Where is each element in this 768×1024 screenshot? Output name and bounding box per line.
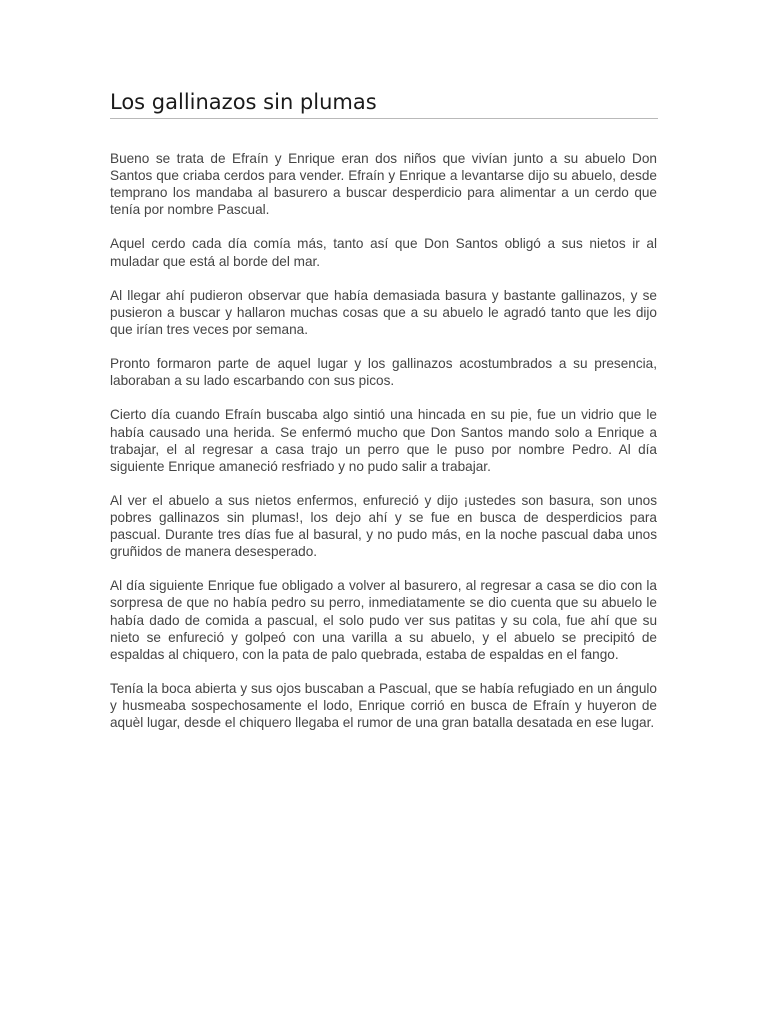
paragraph: Al ver el abuelo a sus nietos enfermos, enfureció y dijo ¡ustedes son basura, son unos pobres gallinazos sin plumas!, los dejo ahí y se fue en busca de desperdicios para pascual. Durante tres días fue al basural, y no pudo más, en la noche pascual daba unos gruñidos de manera desesperado. — [110, 492, 657, 560]
paragraph: Tenía la boca abierta y sus ojos buscaban a Pascual, que se había refugiado en un ángulo y husmeaba sospechosamente el lodo, Enrique corrió en busca de Efraín y huyeron de aquèl lugar, desde el chiquero llegaba el rumor de una gran batalla desatada en ese lugar. — [110, 680, 657, 731]
document-body — [110, 150, 657, 748]
paragraph: Pronto formaron parte de aquel lugar y los gallinazos acostumbrados a su presencia, laboraban a su lado escarbando con sus picos. — [110, 356, 657, 389]
paragraph: Al día siguiente Enrique fue obligado a volver al basurero, al regresar a casa se dio con la sorpresa de que no había pedro su perro, inmediatamente se dio cuenta que su abuelo le había dado de comida a pascual, el solo pudo ver sus patitas y su cola, fue ahí que su nieto se enfureció y golpeó con una varilla a su abuelo, y el abuelo se precipitó de espaldas al chiquero, con la pata de palo quebrada, estaba de espaldas en el fango. — [110, 578, 657, 662]
paragraph: Cierto día cuando Efraín buscaba algo sintió una hincada en su pie, fue un vidrio que le había causado una herida. Se enfermó mucho que Don Santos mando solo a Enrique a trabajar, el al regresar a casa trajo un perro que le puso por nombre Pedro. Al día siguiente Enrique amaneció resfriado y no pudo salir a trabajar. — [110, 407, 657, 474]
paragraph: Aquel cerdo cada día comía más, tanto así que Don Santos obligó a sus nietos ir al muladar que está al borde del mar. — [110, 236, 657, 269]
paragraph: Al llegar ahí pudieron observar que había demasiada basura y bastante gallinazos, y se pusieron a buscar y hallaron muchas cosas que a su abuelo le agradó tanto que les dijo que irían tres veces por semana. — [110, 287, 657, 337]
document-title: Los gallinazos sin plumas — [110, 90, 377, 114]
title-divider — [110, 118, 658, 119]
paragraph: Bueno se trata de Efraín y Enrique eran dos niños que vivían junto a su abuelo Don Santos que criaba cerdos para vender. Efraín y Enrique a levantarse dijo su abuelo, desde temprano los mandaba al basurero a buscar desperdicio para alimentar a un cerdo que tenía por nombre Pascual. — [110, 151, 657, 218]
